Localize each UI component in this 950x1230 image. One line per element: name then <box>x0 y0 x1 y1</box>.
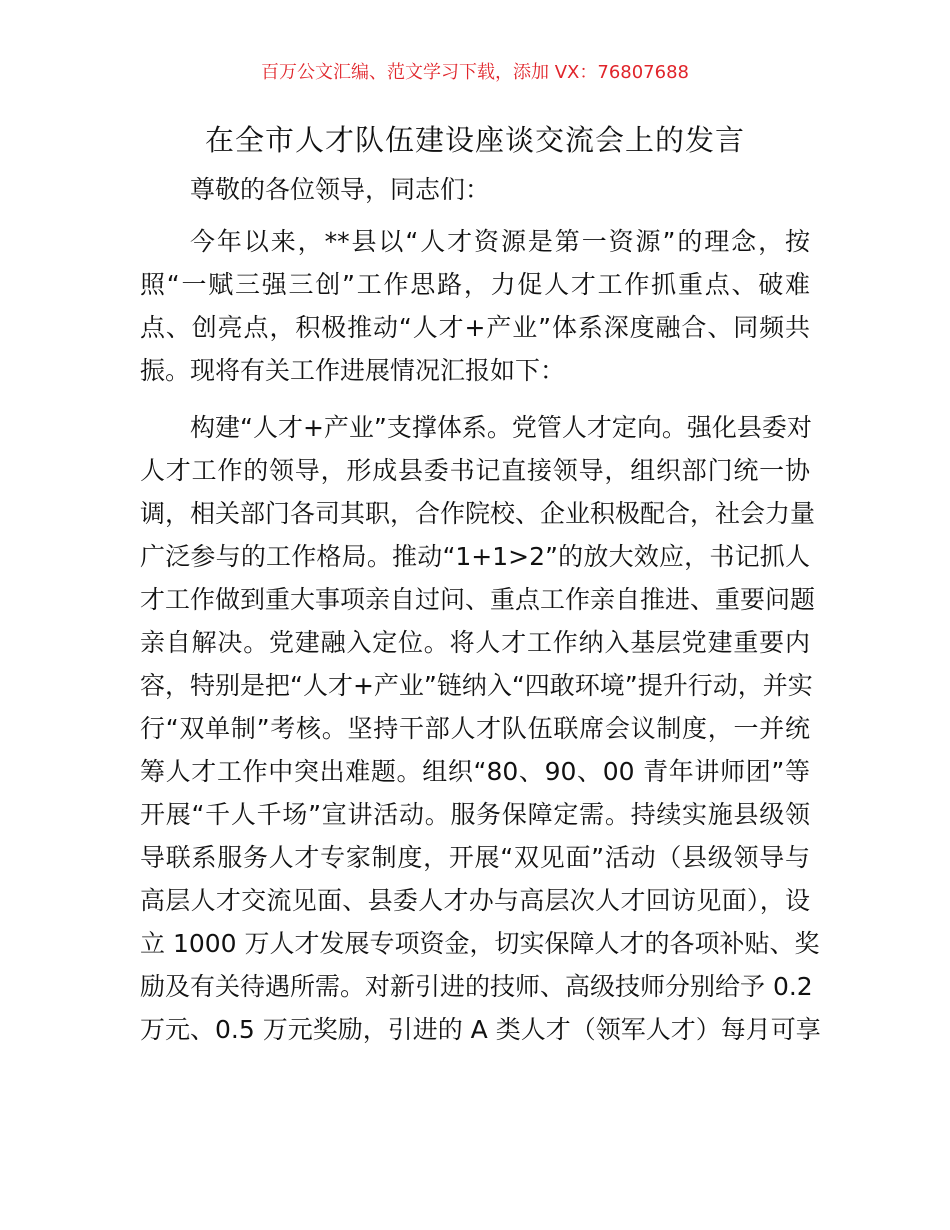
paragraph-line: 励及有关待遇所需。对新引进的技师、高级技师分别给予 0.2 <box>140 972 813 1001</box>
paragraph-line: 点、创亮点，积极推动“人才+产业”体系深度融合、同频共 <box>140 313 810 342</box>
paragraph-line: 才工作做到重大事项亲自过问、重点工作亲自推进、重要问题 <box>140 585 816 614</box>
salutation: 尊敬的各位领导，同志们： <box>190 175 491 204</box>
paragraph-line: 调，相关部门各司其职，合作院校、企业积极配合，社会力量 <box>140 499 816 528</box>
paragraph-line: 高层人才交流见面、县委人才办与高层次人才回访见面），设 <box>140 886 810 915</box>
document-title: 在全市人才队伍建设座谈交流会上的发言 <box>204 123 745 157</box>
paragraph-line: 容，特别是把“人才+产业”链纳入“四敢环境”提升行动，并实 <box>140 671 813 700</box>
paragraph-line: 立 1000 万人才发展专项资金，切实保障人才的各项补贴、奖 <box>140 929 820 958</box>
paragraph-line: 开展“千人千场”宣讲活动。服务保障定需。持续实施县级领 <box>140 800 810 829</box>
paragraph-line: 人才工作的领导，形成县委书记直接领导，组织部门统一协 <box>140 456 810 485</box>
paragraph-line: 照“一赋三强三创”工作思路，力促人才工作抓重点、破难 <box>140 270 810 299</box>
paragraph-line: 广泛参与的工作格局。推动“1+1>2”的放大效应，书记抓人 <box>140 542 810 571</box>
paragraph-line: 万元、0.5 万元奖励，引进的 A 类人才（领军人才）每月可享 <box>140 1015 821 1044</box>
paragraph-line: 今年以来，**县以“人才资源是第一资源”的理念，按 <box>190 227 810 256</box>
paragraph-line: 振。现将有关工作进展情况汇报如下： <box>140 356 566 385</box>
paragraph-line: 构建“人才+产业”支撑体系。党管人才定向。强化县委对 <box>190 413 812 442</box>
paragraph-line: 亲自解决。党建融入定位。将人才工作纳入基层党建重要内 <box>140 628 810 657</box>
paragraph-line: 导联系服务人才专家制度，开展“双见面”活动（县级领导与 <box>140 843 810 872</box>
paragraph-line: 行“双单制”考核。坚持干部人才队伍联席会议制度，一并统 <box>140 714 810 743</box>
paragraph-line: 筹人才工作中突出难题。组织“80、90、00 青年讲师团”等 <box>140 757 810 786</box>
watermark-banner: 百万公文汇编、范文学习下载，添加 VX：76807688 <box>261 62 689 83</box>
